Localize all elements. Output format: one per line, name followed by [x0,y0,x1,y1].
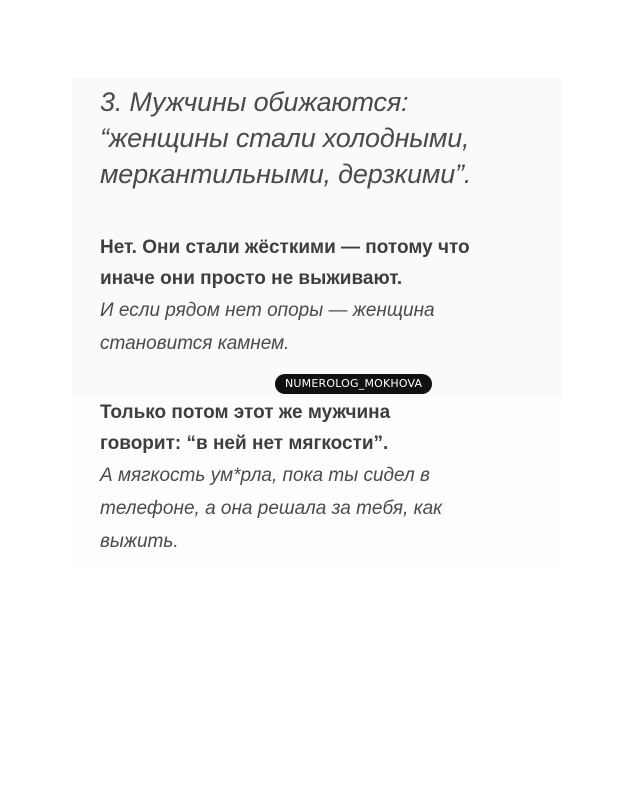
heading-line-3: меркантильными, дерзкими”. [100,159,472,189]
consequence-italic-line-2: телефоне, а она решала за тебя, как [100,498,443,519]
answer-italic-line-2: становится камнем. [100,333,290,354]
author-watermark-badge: NUMEROLOG_MOKHOVA [275,374,432,394]
consequence-bold-line-1: Только потом этот же мужчина [100,402,391,423]
section-heading [100,84,580,192]
answer-bold-line-1: Нет. Они стали жёсткими — потому что [100,237,470,258]
consequence-italic-line-1: А мягкость ум*рла, пока ты сидел в [100,465,430,486]
consequence-italic-line-3: выжить. [100,531,179,552]
consequence-bold-line-2: говорит: “в ней нет мягкости”. [100,433,389,454]
paragraph-consequence [100,397,580,558]
paragraph-answer [100,232,580,360]
heading-line-2: “женщины стали холодными, [100,123,470,153]
answer-italic-line-1: И если рядом нет опоры — женщина [100,300,435,321]
answer-bold-line-2: иначе они просто не выживают. [100,268,403,289]
heading-line-1: 3. Мужчины обижаются: [100,87,409,117]
